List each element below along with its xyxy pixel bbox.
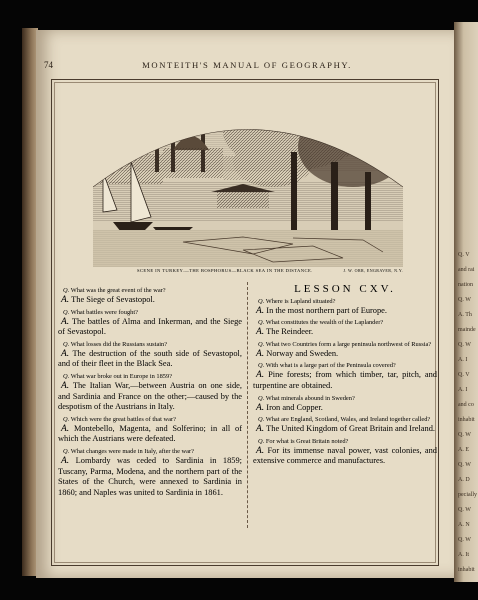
question-text bbox=[253, 319, 437, 327]
answer-text bbox=[58, 456, 242, 498]
question-label: Q. bbox=[258, 319, 265, 327]
running-title: MONTEITH'S MANUAL OF GEOGRAPHY. bbox=[142, 60, 352, 70]
question-label: Q. bbox=[258, 340, 265, 348]
answer-body: The battles of Alma and Inkerman, and the Siege of Sevastopol. bbox=[58, 316, 242, 337]
question-body: What are England, Scotland, Wales, and Ireland together called? bbox=[265, 416, 431, 424]
answer-label: A. bbox=[256, 424, 265, 435]
answer-label: A. bbox=[256, 402, 265, 413]
next-page-fragment: A. E bbox=[458, 447, 469, 453]
question-body: What constitutes the wealth of the Laplander? bbox=[265, 319, 384, 327]
question-body: What war broke out in Europe in 1859? bbox=[70, 372, 173, 380]
question-text bbox=[253, 438, 437, 446]
question-text bbox=[253, 341, 437, 349]
right-column bbox=[253, 284, 437, 467]
next-page-fragment: mainde bbox=[458, 327, 476, 333]
question-body: What was the great event of the war? bbox=[70, 287, 166, 294]
question-body: What battles were fought? bbox=[70, 308, 138, 316]
answer-text bbox=[253, 446, 437, 467]
question-text bbox=[253, 416, 437, 424]
question-label: Q. bbox=[63, 415, 70, 423]
answer-label: A. bbox=[61, 348, 70, 359]
next-page-fragment: A. It bbox=[458, 552, 469, 558]
next-page-fragment: A. I bbox=[458, 387, 468, 393]
question-text bbox=[253, 362, 437, 370]
answer-text bbox=[58, 424, 242, 445]
next-page-fragment: and co bbox=[458, 402, 474, 408]
next-page-fragment: Q. W bbox=[458, 537, 471, 543]
lesson-title: LESSON CXV. bbox=[294, 283, 396, 295]
next-page-fragment: Q. W bbox=[458, 507, 471, 513]
answer-body: The Reindeer. bbox=[266, 327, 314, 337]
question-body: What losses did the Russians sustain? bbox=[70, 340, 168, 348]
next-page-edge bbox=[454, 22, 478, 582]
answer-label: A. bbox=[61, 316, 70, 327]
answer-text bbox=[58, 295, 242, 306]
next-page-fragment: pecially bbox=[458, 492, 477, 498]
question-body: What two Countries form a large peninsula northwest of Russia? bbox=[265, 340, 432, 348]
next-page-fragment: Q. W bbox=[458, 432, 471, 438]
answer-label: A. bbox=[61, 423, 70, 434]
answer-body: Pine forests; from which timber, tar, pitch, and turpentine are obtained. bbox=[253, 370, 437, 390]
answer-body: Lombardy was ceded to Sardinia in 1859; Tuscany, Parma, Modena, and the northern part of the States of the Church, were annexed to Sardinia in 1860; and Naples was united to Sardinia in 1861. bbox=[58, 455, 243, 497]
question-label: Q. bbox=[258, 416, 265, 424]
left-column bbox=[58, 284, 242, 498]
answer-label: A. bbox=[256, 348, 265, 359]
question-text bbox=[58, 287, 242, 295]
answer-body: Montebello, Magenta, and Solferino; in all of which the Austrians were defeated. bbox=[58, 423, 242, 444]
answer-text bbox=[58, 317, 242, 338]
question-text bbox=[58, 448, 242, 456]
answer-body: Iron and Copper. bbox=[266, 402, 323, 412]
next-page-fragment: Q. W bbox=[458, 297, 471, 303]
next-page-fragment: and rai bbox=[458, 267, 475, 273]
answer-label: A. bbox=[61, 295, 70, 305]
question-body: What minerals abound in Sweden? bbox=[265, 394, 355, 402]
engraving-illustration bbox=[93, 92, 403, 267]
question-text bbox=[58, 309, 242, 317]
question-label: Q. bbox=[63, 372, 70, 380]
next-page-fragment: Q. W bbox=[458, 342, 471, 348]
question-label: Q. bbox=[258, 394, 265, 402]
question-text bbox=[58, 341, 242, 349]
next-page-fragment: A. N bbox=[458, 522, 470, 528]
question-label: Q. bbox=[63, 287, 70, 294]
answer-label: A. bbox=[61, 455, 70, 466]
question-body: Where is Lapland situated? bbox=[265, 297, 336, 305]
answer-label: A. bbox=[256, 445, 265, 456]
next-page-fragment: A. Th bbox=[458, 312, 472, 318]
answer-body: The Siege of Sevastopol. bbox=[71, 295, 155, 304]
answer-label: A. bbox=[256, 305, 265, 316]
answer-body: The Italian War,—between Austria on one side, and Sardinia and France on the other;—caused by the despotism of the Austrians in Italy. bbox=[58, 380, 242, 412]
question-body: Which were the great battles of that war? bbox=[70, 415, 176, 423]
column-divider bbox=[247, 282, 248, 528]
next-page-fragment: nation bbox=[458, 282, 473, 288]
answer-text bbox=[58, 381, 242, 413]
answer-body: Norway and Sweden. bbox=[266, 348, 339, 358]
next-page-fragment: Q. V bbox=[458, 372, 470, 378]
question-text bbox=[58, 373, 242, 381]
answer-text bbox=[253, 306, 437, 317]
answer-body: For its immense naval power, vast colonies, and extensive commerce and manufactures. bbox=[253, 445, 437, 466]
answer-body: In the most northern part of Europe. bbox=[266, 305, 387, 315]
next-page-fragment: inhabit bbox=[458, 567, 475, 573]
next-page-fragment: inhabit bbox=[458, 417, 475, 423]
answer-text bbox=[253, 370, 437, 391]
answer-text bbox=[58, 349, 242, 370]
page-number: 74 bbox=[44, 60, 53, 70]
answer-body: The United Kingdom of Great Britain and Ireland. bbox=[266, 424, 435, 434]
question-text bbox=[253, 298, 437, 306]
answer-text bbox=[253, 403, 437, 414]
question-label: Q. bbox=[258, 437, 265, 445]
question-label: Q. bbox=[258, 362, 265, 370]
question-body: For what is Great Britain noted? bbox=[265, 437, 349, 445]
question-label: Q. bbox=[63, 340, 70, 348]
answer-label: A. bbox=[256, 327, 265, 338]
caption-text: SCENE IN TURKEY.—THE BOSPHORUS—BLACK SEA IN THE DISTANCE. bbox=[137, 268, 313, 273]
page-header bbox=[44, 60, 450, 74]
engraver-credit: J. W. ORR, ENGRAVER, N.Y. bbox=[343, 268, 403, 273]
answer-text bbox=[253, 424, 437, 435]
question-text bbox=[58, 416, 242, 424]
next-page-fragment: A. D bbox=[458, 477, 470, 483]
next-page-fragment: A. I bbox=[458, 357, 468, 363]
question-body: With what is a large part of the Peninsula covered? bbox=[265, 362, 396, 370]
question-body: What changes were made in Italy, after the war? bbox=[70, 447, 194, 455]
question-label: Q. bbox=[63, 308, 70, 316]
answer-label: A. bbox=[61, 380, 70, 391]
next-page-fragment: Q. V bbox=[458, 252, 470, 258]
answer-text bbox=[253, 327, 437, 338]
question-label: Q. bbox=[258, 297, 265, 305]
question-text bbox=[253, 395, 437, 403]
answer-label: A. bbox=[256, 370, 265, 381]
answer-body: The destruction of the south side of Sevastopol, and of their fleet in the Black Sea. bbox=[58, 348, 242, 369]
next-page-fragment: Q. W bbox=[458, 462, 471, 468]
answer-text bbox=[253, 349, 437, 360]
question-label: Q. bbox=[63, 447, 70, 455]
